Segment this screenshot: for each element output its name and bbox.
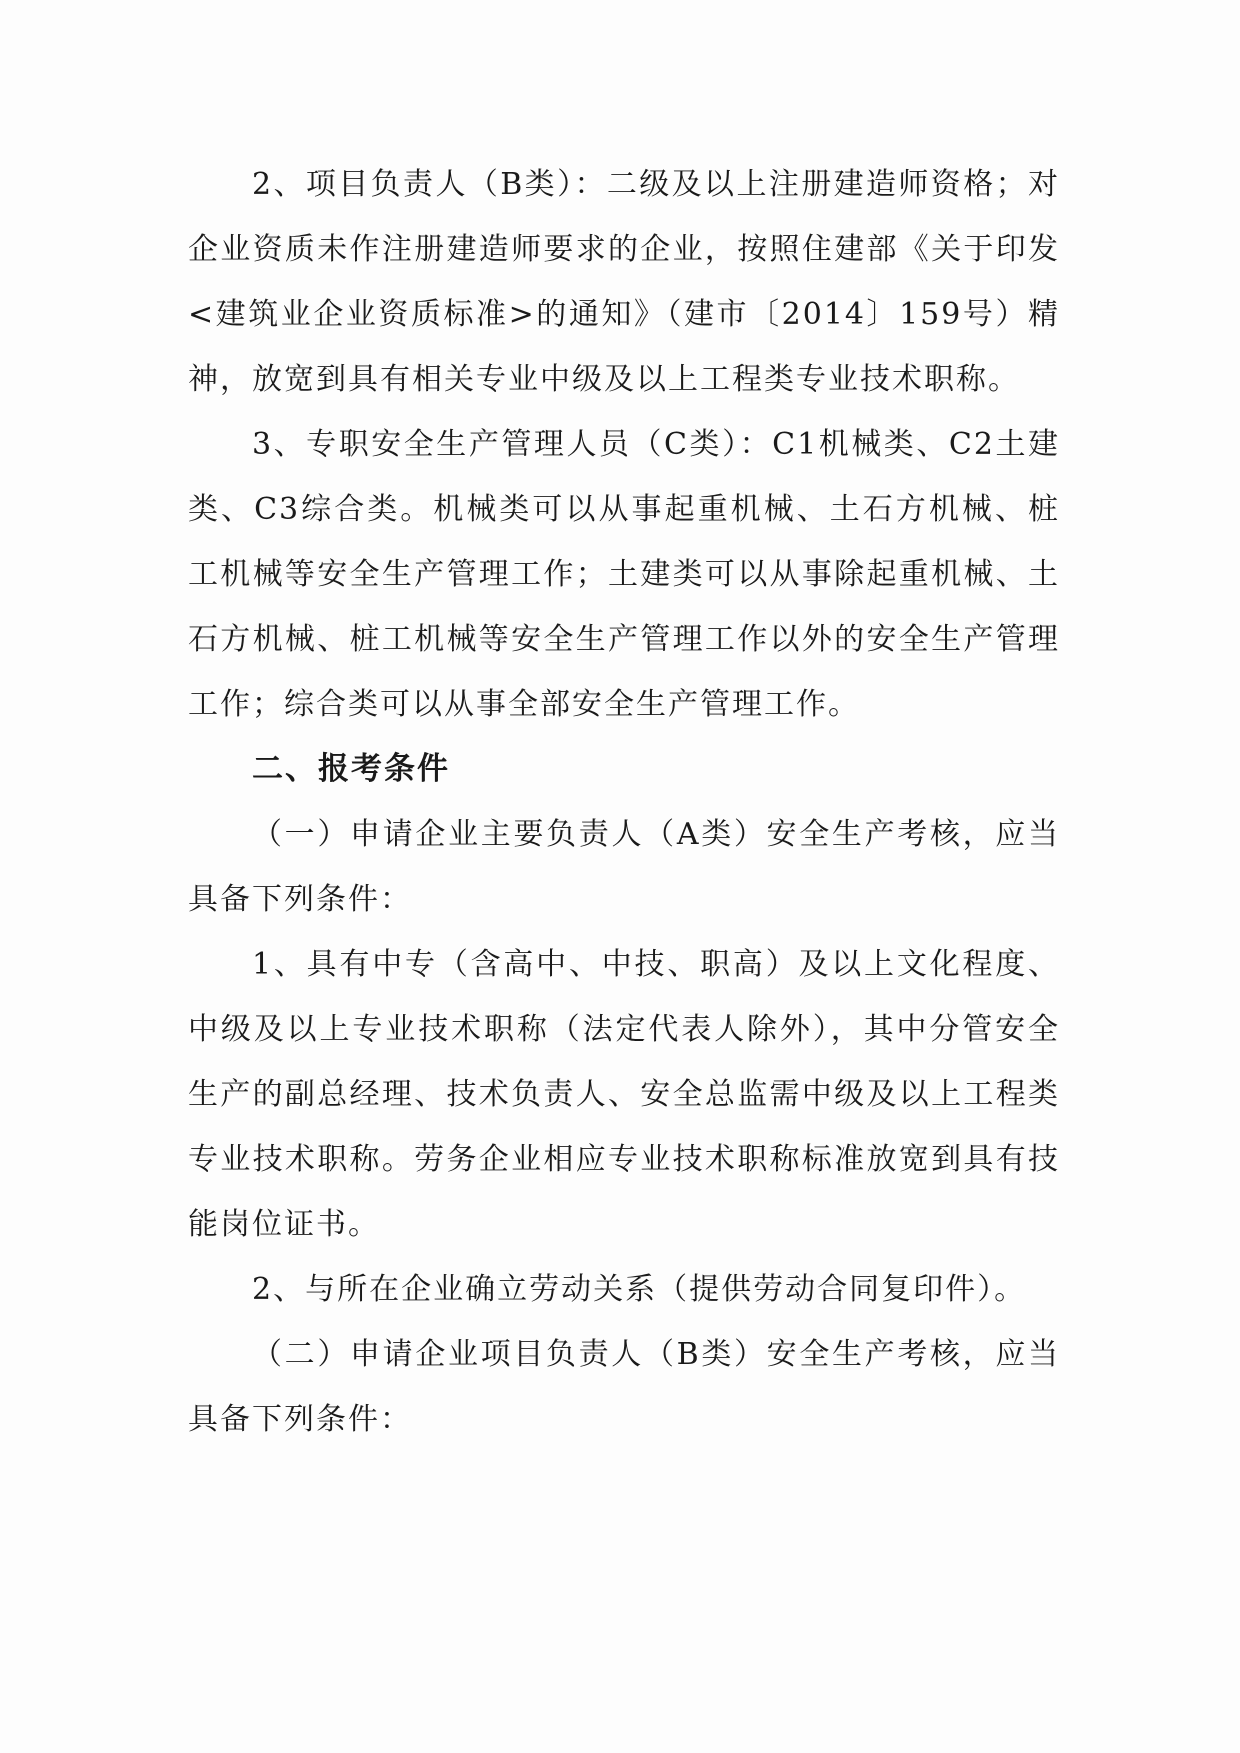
paragraph-category-a-condition-1: 1、具有中专（含高中、中技、职高）及以上文化程度、中级及以上专业技术职称（法定代表人除外），其中分管安全生产的副总经理、技术负责人、安全总监需中级及以上工程类专业技术职称。劳务企业相应专业技术职称标准放宽到具有技能岗位证书。 — [188, 947, 1060, 1242]
paragraph-safety-manager-categories: 3、专职安全生产管理人员（C类）：C1机械类、C2土建类、C3综合类。机械类可以从事起重机械、土石方机械、桩工机械等安全生产管理工作；土建类可以从事除起重机械、土石方机械、桩工机械等安全生产管理工作以外的安全生产管理工作；综合类可以从事全部安全生产管理工作。 — [188, 427, 1060, 722]
paragraph-category-a-intro: （一）申请企业主要负责人（A类）安全生产考核，应当具备下列条件： — [188, 817, 1060, 917]
document-body — [188, 152, 1060, 1452]
paragraph-category-a-condition-2: 2、与所在企业确立劳动关系（提供劳动合同复印件）。 — [252, 1272, 1027, 1307]
paragraph-category-b-intro: （二）申请企业项目负责人（B类）安全生产考核，应当具备下列条件： — [188, 1337, 1060, 1437]
paragraph-project-leader-qualification: 2、项目负责人（B类）：二级及以上注册建造师资格；对企业资质未作注册建造师要求的企业，按照住建部《关于印发<建筑业企业资质标准>的通知》（建市〔2014〕159号）精神，放宽到具有相关专业中级及以上工程类专业技术职称。 — [188, 167, 1060, 397]
section-heading-exam-conditions: 二、报考条件 — [252, 751, 450, 787]
